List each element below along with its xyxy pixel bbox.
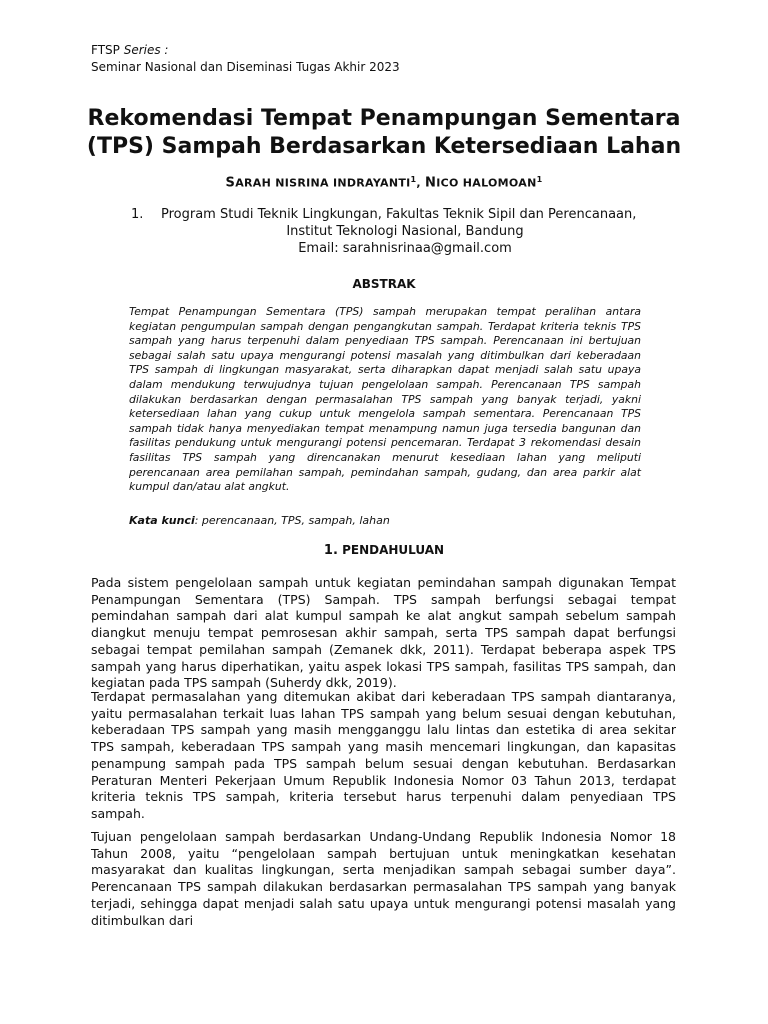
intro-paragraph-1: Pada sistem pengelolaan sampah untuk kegiatan pemindahan sampah digunakan Tempat Penampungan Sementara (TPS) Sampah. TPS sampah berfungsi sebagai tempat pemindahan sampah dari alat kumpul sampah ke alat angkut sampah sebelum sampah diangkut menuju tempat pemrosesan akhir sampah, serta TPS sampah dapat berfungsi sebagai tempat pemilahan sampah (Zemanek dkk, 2011). Terdapat beberapa aspek TPS sampah yang harus diperhatikan, yaitu aspek lokasi TPS sampah, fasilitas TPS sampah, dan kegiatan pada TPS sampah (Suherdy dkk, 2019). <box>91 575 676 691</box>
paper-title <box>60 105 708 161</box>
series-word: Series : <box>123 43 169 57</box>
title-line-2: (TPS) Sampah Berdasarkan Ketersediaan Lahan <box>86 134 682 159</box>
author-list <box>60 175 708 191</box>
affiliation-line-2: Institut Teknologi Nasional, Bandung <box>286 224 524 239</box>
title-line-1: Rekomendasi Tempat Penampungan Sementara <box>87 106 681 131</box>
author-2-affiliation-mark: 1 <box>536 175 543 184</box>
series-prefix: FTSP <box>91 43 120 57</box>
keywords-list: : perencanaan, TPS, sampah, lahan <box>194 514 390 527</box>
author-1-name: ARAH NISRINA INDRAYANTI <box>235 176 411 190</box>
running-header <box>91 42 400 76</box>
intro-paragraph-2: Terdapat permasalahan yang ditemukan akibat dari keberadaan TPS sampah diantaranya, yaitu permasalahan terkait luas lahan TPS sampah yang belum sesuai dengan kebutuhan, keberadaan TPS sampah yang masih mengganggu lalu lintas dan estetika di area sekitar TPS sampah, keberadaan TPS sampah yang masih mencemari lingkungan, dan kapasitas penampung sampah pada TPS sampah belum sesuai dengan kebutuhan. Berdasarkan Peraturan Menteri Pekerjaan Umum Republik Indonesia Nomor 03 Tahun 2013, terdapat kriteria teknis TPS sampah, kriteria tersebut harus terpenuhi dalam penyediaan TPS sampah. <box>91 689 676 821</box>
author-1-affiliation-mark: 1 <box>410 175 417 184</box>
abstract-heading: ABSTRAK <box>352 277 416 291</box>
section-1-heading <box>60 543 708 558</box>
intro-paragraph-3: Tujuan pengelolaan sampah berdasarkan Undang-Undang Republik Indonesia Nomor 18 Tahun 2008, yaitu “pengelolaan sampah bertujuan untuk meningkatkan kesehatan masyarakat dan kualitas lingkungan, serta menjadikan sampah sebagai sumber daya”. Perencanaan TPS sampah dilakukan berdasarkan permasalahan TPS sampah yang banyak terjadi, sehingga dapat menjadi salah satu upaya untuk mengurangi potensi masalah yang ditimbulkan dari <box>91 829 676 928</box>
author-2-name: ICO HALOMOAN <box>436 176 537 190</box>
abstract-text: Tempat Penampungan Sementara (TPS) sampah merupakan tempat peralihan antara kegiatan pengumpulan sampah dengan pengangkutan sampah. Terdapat kriteria teknis TPS sampah yang harus terpenuhi dalam penyediaan TPS sampah. Perencanaan ini bertujuan sebagai salah satu upaya mengurangi potensi masalah yang ditimbulkan dari keberadaan TPS sampah di lingkungan masyarakat, serta diharapkan dapat menjadi salah satu upaya dalam mendukung terwujudnya tujuan pengelolaan sampah. Perencanaan TPS sampah dilakukan berdasarkan dengan permasalahan TPS sampah yang banyak terjadi, yakni ketersediaan lahan yang cukup untuk mengelola sampah sementara. Perencanaan TPS sampah tidak hanya menyediakan tempat menampung namun juga tersedia bangunan dan fasilitas pendukung untuk mengurangi potensi pencemaran. Terdapat 3 rekomendasi desain fasilitas TPS sampah yang direncanakan menurut kesediaan lahan yang meliputi perencanaan area pemilahan sampah, pemindahan sampah, gudang, dan area parkir alat kumpul dan/atau alat angkut. <box>129 305 641 494</box>
author-2-initial: N <box>425 175 437 191</box>
affiliation-block <box>131 206 675 257</box>
section-1-title: PENDAHULUAN <box>342 543 445 557</box>
keywords-label: Kata kunci <box>129 514 195 527</box>
series-line <box>91 42 400 59</box>
affiliation-number: 1. <box>131 207 144 222</box>
affiliation-line-1: Program Studi Teknik Lingkungan, Fakultas Teknik Sipil dan Perencanaan, <box>161 207 637 222</box>
author-separator: , <box>416 176 421 190</box>
section-1-number: 1. <box>323 543 338 558</box>
seminar-name: Seminar Nasional dan Diseminasi Tugas Akhir 2023 <box>91 60 400 74</box>
author-1-initial: S <box>225 175 236 191</box>
keywords-line <box>129 514 649 527</box>
author-email: Email: sarahnisrinaa@gmail.com <box>298 241 512 256</box>
